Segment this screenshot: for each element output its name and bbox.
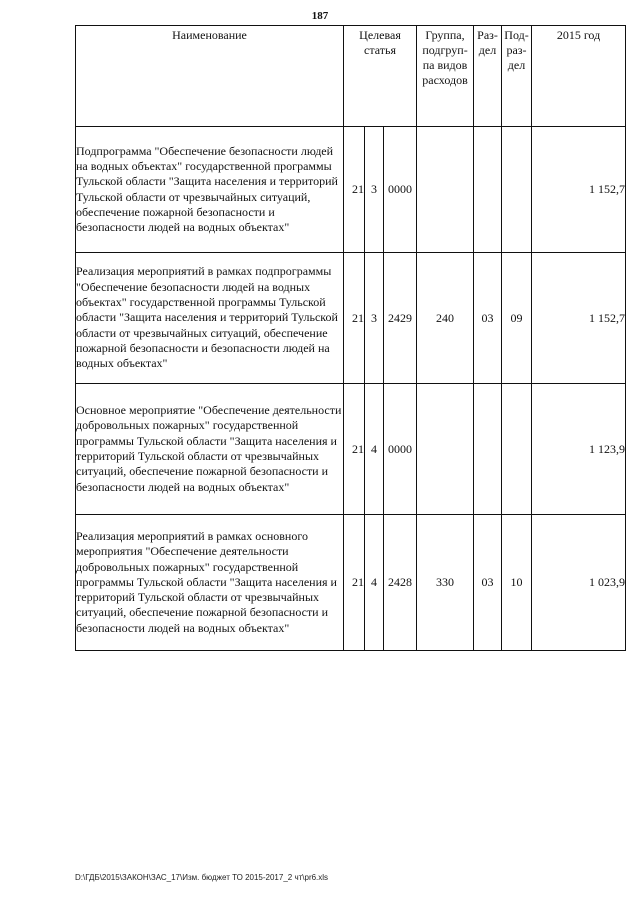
row-code2: 4 [365, 384, 384, 515]
row-subsection: 09 [502, 253, 532, 384]
row-subsection: 10 [502, 515, 532, 651]
table-row [76, 515, 626, 651]
row-code2: 3 [365, 253, 384, 384]
file-path-footer: D:\ГДБ\2015\ЗАКОН\ЗАС_17\Изм. бюджет ТО 2015-2017_2 чт\pr6.xls [75, 873, 329, 882]
page-number: 187 [311, 10, 329, 22]
table-row [76, 253, 626, 384]
row-code3: 0000 [384, 384, 417, 515]
row-code1: 21 [344, 384, 365, 515]
row-group [417, 127, 474, 253]
row-name: Реализация мероприятий в рамках основного мероприятия "Обеспечение деятельности добровольных пожарных" государственной программы Тульской области "Защита населения и территорий Тульской области от чрезвычайных ситуаций, обеспечение пожарной безопасности и безопасности людей на водных объектах" [76, 515, 344, 651]
row-group: 240 [417, 253, 474, 384]
row-group: 330 [417, 515, 474, 651]
table-row [76, 127, 626, 253]
header-year: 2015 год [532, 26, 626, 127]
row-section: 03 [474, 515, 502, 651]
row-code3: 0000 [384, 127, 417, 253]
row-code1: 21 [344, 127, 365, 253]
row-amount: 1 152,7 [532, 127, 626, 253]
row-group [417, 384, 474, 515]
header-row [76, 26, 626, 127]
row-amount: 1 152,7 [532, 253, 626, 384]
header-subsection: Под-раз-дел [502, 26, 532, 127]
row-name: Реализация мероприятий в рамках подпрограммы "Обеспечение безопасности людей на водных объектах" государственной программы Тульской области "Защита населения и территорий Тульской области от чрезвычайных ситуаций, обеспечение пожарной безопасности и безопасности людей на водных объектах" [76, 253, 344, 384]
header-section: Раз-дел [474, 26, 502, 127]
row-code3: 2429 [384, 253, 417, 384]
row-code2: 4 [365, 515, 384, 651]
header-target-article: Целевая статья [344, 26, 417, 127]
row-name: Основное мероприятие "Обеспечение деятельности добровольных пожарных" государственной программы Тульской области "Защита населения и территорий Тульской области от чрезвычайных ситуаций, обеспечение пожарной безопасности и безопасности людей на водных объектах" [76, 384, 344, 515]
row-section [474, 384, 502, 515]
row-section: 03 [474, 253, 502, 384]
table-row [76, 384, 626, 515]
row-code2: 3 [365, 127, 384, 253]
row-code3: 2428 [384, 515, 417, 651]
row-subsection [502, 127, 532, 253]
row-code1: 21 [344, 253, 365, 384]
row-subsection [502, 384, 532, 515]
header-name: Наименование [76, 26, 344, 127]
row-amount: 1 123,9 [532, 384, 626, 515]
row-section [474, 127, 502, 253]
row-name: Подпрограмма "Обеспечение безопасности людей на водных объектах" государственной программы Тульской области "Защита населения и территорий Тульской области от чрезвычайных ситуаций, обеспечение пожарной безопасности и безопасности людей на водных объектах" [76, 127, 344, 253]
header-group: Группа, подгруп-па видов расходов [417, 26, 474, 127]
budget-table [75, 25, 626, 651]
row-amount: 1 023,9 [532, 515, 626, 651]
row-code1: 21 [344, 515, 365, 651]
